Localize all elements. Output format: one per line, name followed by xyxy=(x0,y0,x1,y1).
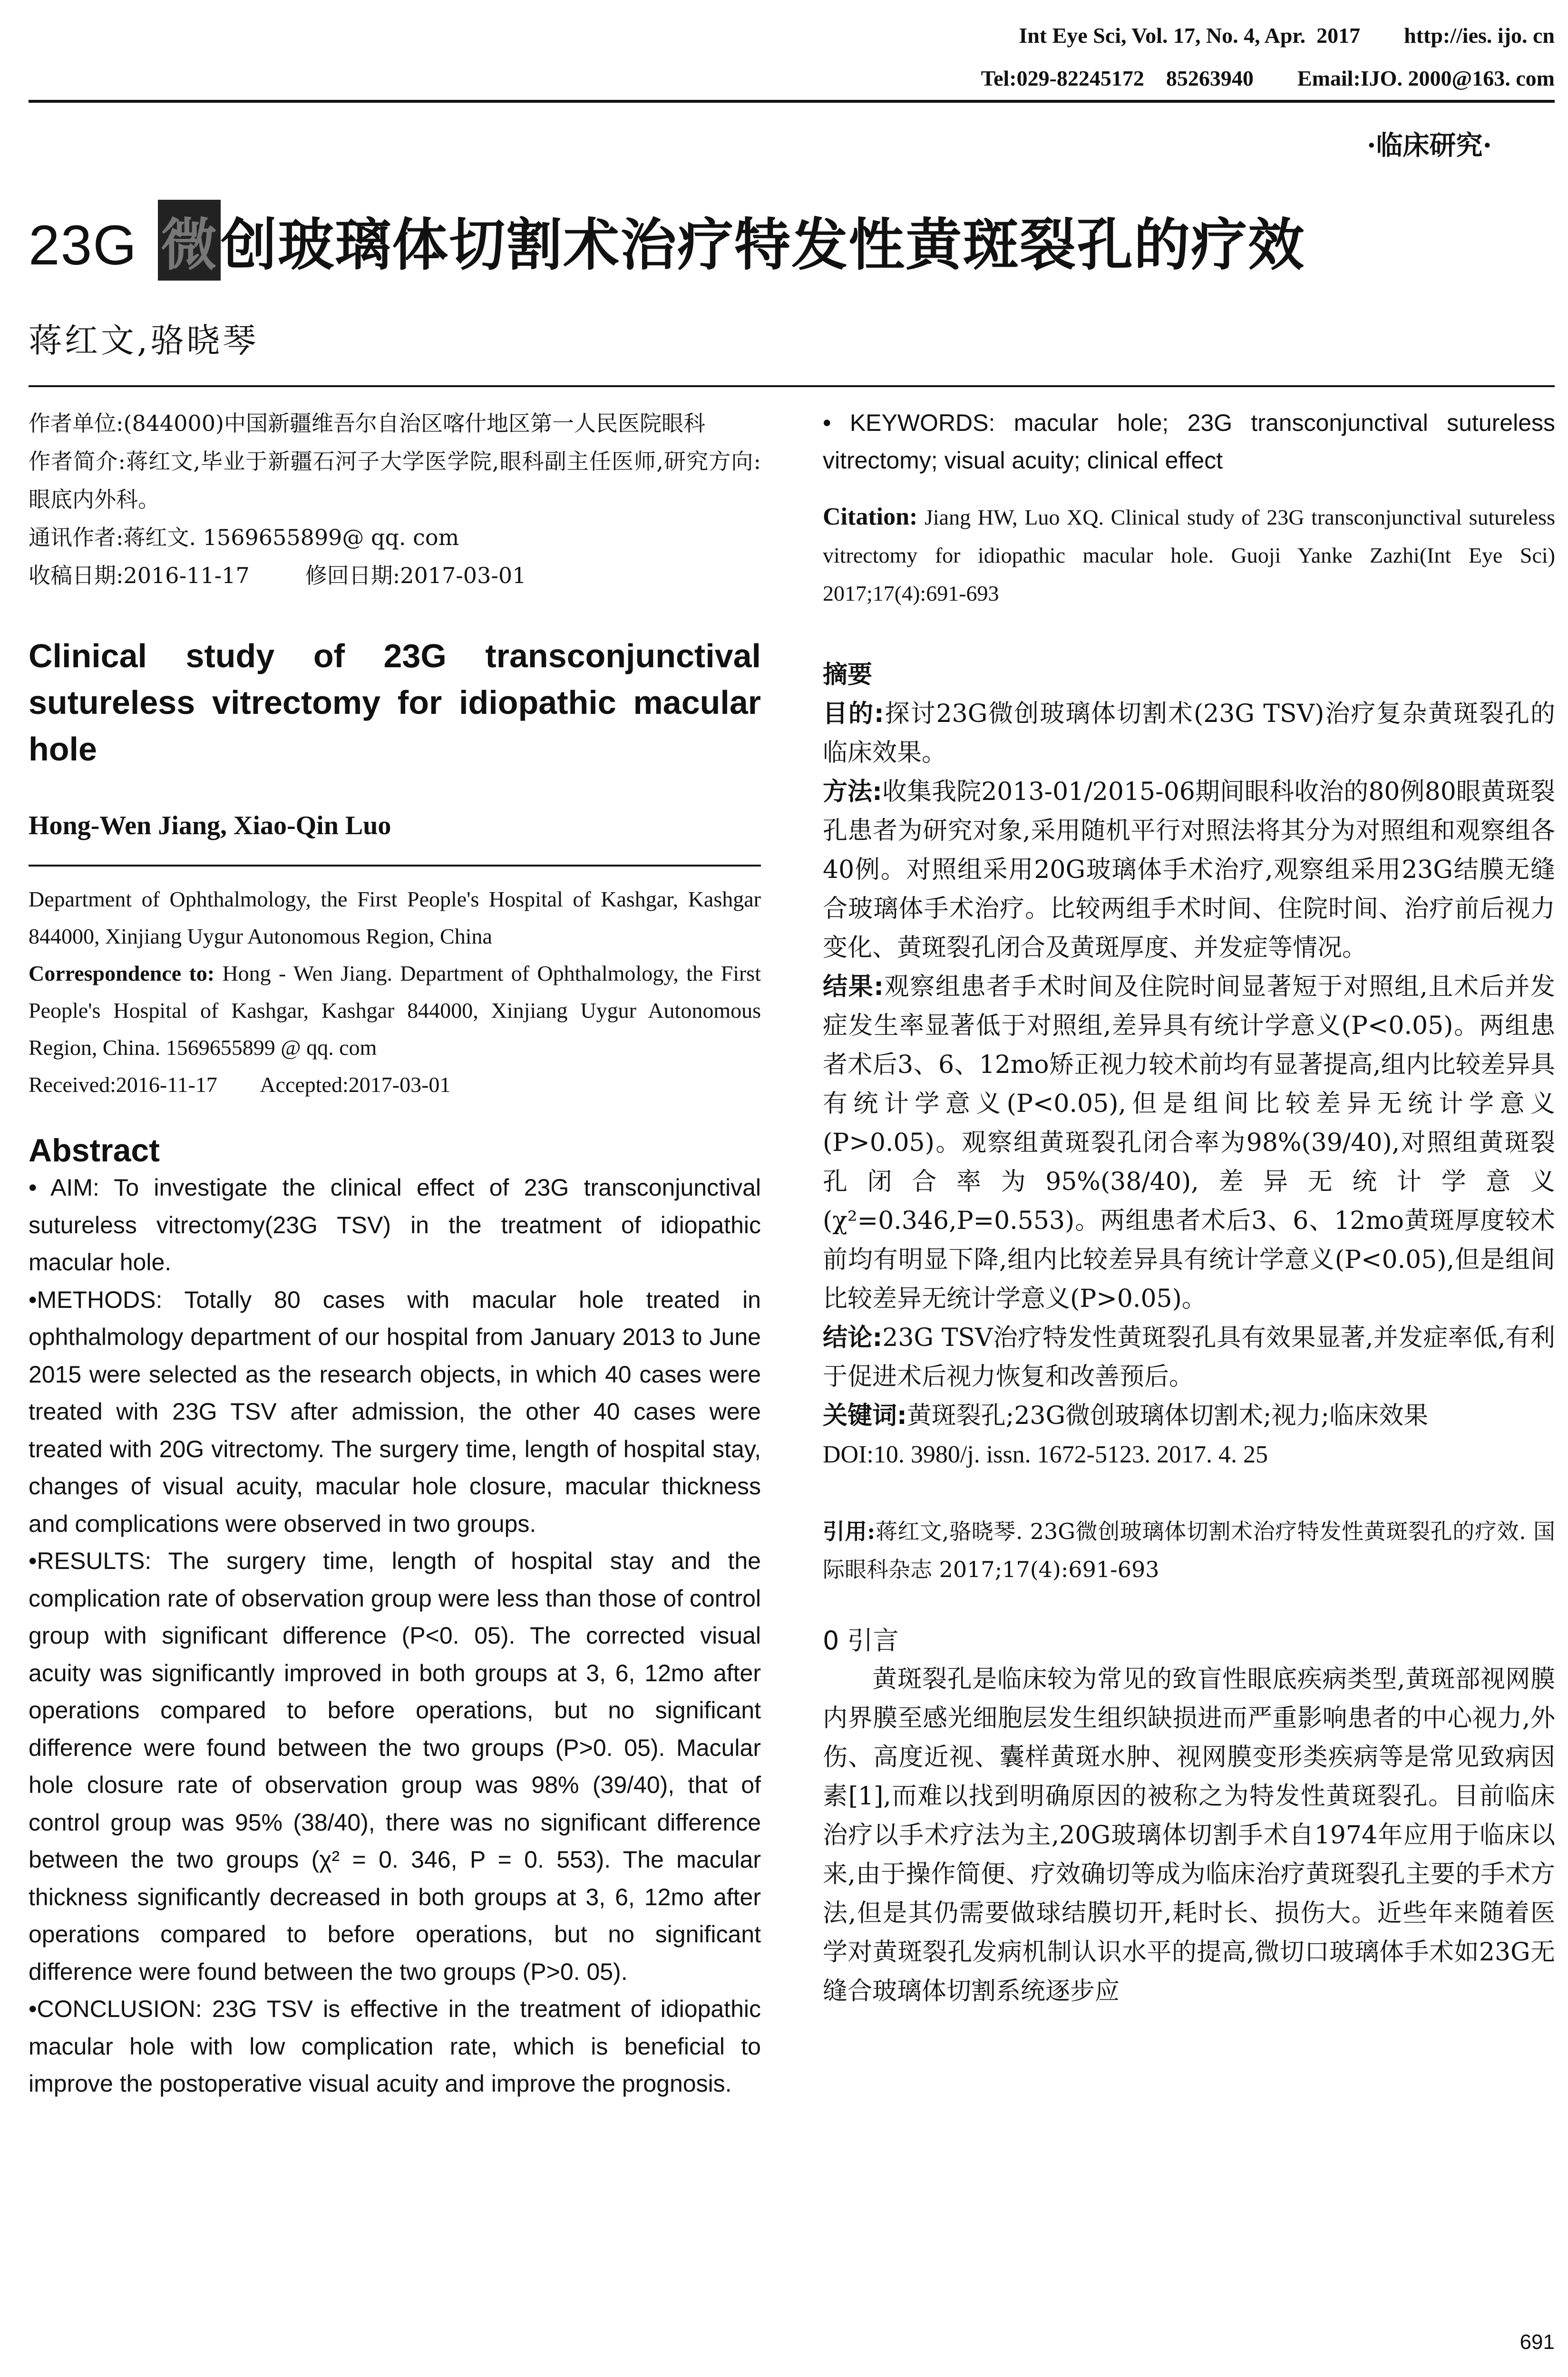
introduction-text: 黄斑裂孔是临床较为常见的致盲性眼底疾病类型,黄斑部视网膜内界膜至感光细胞层发生组织缺损进而严重影响患者的中心视力,外伤、高度近视、囊样黄斑水肿、视网膜变形类疾病等是常见致病因素[1],而难以找到明确原因的被称之为特发性黄斑裂孔。目前临床治疗以手术疗法为主,20G玻璃体切割手术自1974年应用于临床以来,由于操作简便、疗效确切等成为临床治疗黄斑裂孔主要的手术方法,但是其仍需要做球结膜切开,耗时长、损伤大。近些年来随着医学对黄斑裂孔发病机制认识水平的提高,微切口玻璃体手术如23G无缝合玻璃体切割系统逐步应 xyxy=(823,1665,1555,2006)
citation xyxy=(823,498,1555,613)
abstract-heading: Abstract xyxy=(29,1132,160,1169)
authors-divider xyxy=(29,865,761,867)
cn-abstract-aim xyxy=(823,694,1555,772)
section-tag: ·临床研究· xyxy=(1367,130,1492,161)
page-number: 691 xyxy=(1519,2330,1555,2354)
doi: DOI:10. 3980/j. issn. 1672-5123. 2017. 4. 25 xyxy=(823,1441,1268,1468)
received-dates-en: Received:2016-11-17 Accepted:2017-03-01 xyxy=(29,1072,451,1097)
cn-citation-text: 蒋红文,骆晓琴. 23G微创玻璃体切割术治疗特发性黄斑裂孔的疗效. 国际眼科杂志 2017;17(4):691-693 xyxy=(823,1519,1555,1582)
received-dates-cn: 收稿日期:2016-11-17 修回日期:2017-03-01 xyxy=(29,563,526,588)
abstract-methods: •METHODS: Totally 80 cases with macular hole treated in ophthalmology department of our hospital from January 2013 to June 2015 were selected as the research objects, in which 40 cases were treated with 23G TSV after admission, the other 40 cases were treated with 20G vitrectomy. The surgery time, length of hospital stay, changes of visual acuity, macular hole closure, macular thickness and complications were observed in two groups. xyxy=(29,1286,761,1537)
cn-text-keywords: 黄斑裂孔;23G微创玻璃体切割术;视力;临床效果 xyxy=(906,1402,1429,1430)
cn-text-methods: 收集我院2013-01/2015-06期间眼科收治的80例80眼黄斑裂孔患者为研究对象,采用随机平行对照法将其分为对照组和观察组各40例。对照组采用20G玻璃体手术治疗,观察组采用23G结膜无缝合玻璃体手术治疗。比较两组手术时间、住院时间、治疗前后视力变化、黄斑裂孔闭合及黄斑厚度、并发症等情况。 xyxy=(823,778,1556,962)
header-divider xyxy=(29,100,1555,103)
abstract-keywords: • KEYWORDS: macular hole; 23G transconjunctival sutureless vitrectomy; visual acuity; clinical effect xyxy=(823,409,1555,474)
cn-citation xyxy=(823,1512,1555,1588)
citation-label: Citation: xyxy=(823,503,918,530)
cn-label-conclusion: 结论: xyxy=(823,1324,883,1352)
cn-abstract-keywords xyxy=(823,1396,1555,1435)
authors-chinese: 蒋红文,骆晓琴 xyxy=(29,321,259,360)
author-unit: 作者单位:(844000)中国新疆维吾尔自治区喀什地区第一人民医院眼科 xyxy=(29,410,705,436)
left-column xyxy=(29,404,761,2103)
title-masked-char: 微 xyxy=(158,200,221,281)
cn-label-aim: 目的: xyxy=(823,700,884,728)
cn-citation-label: 引用: xyxy=(823,1519,876,1544)
abstract-results: •RESULTS: The surgery time, length of hospital stay and the complication rate of observation group were less than those of control group with significant difference (P<0. 05). The corrected visual acuity was significantly improved in both groups at 3, 6, 12mo after operations compared to before operations, but no significant difference were found between the two groups (P>0. 05). Macular hole closure rate of observation group was 98% (39/40), that of control group was 95% (38/40), there was no significant difference between the two groups (χ² = 0. 346, P = 0. 553). The macular thickness significantly decreased in both groups at 3, 6, 12mo after operations compared to before operations, but no significant difference were found between the two groups (P>0. 05). xyxy=(29,1548,761,1985)
journal-contact-header: Tel:029-82245172 85263940 Email:IJO. 2000@163. com xyxy=(981,66,1555,90)
cn-abstract-conclusion xyxy=(823,1318,1555,1396)
cn-label-results: 结果: xyxy=(823,973,884,1001)
cn-abstract-heading: 摘要 xyxy=(823,660,873,689)
citation-text: Jiang HW, Luo XQ. Clinical study of 23G transconjunctival sutureless vitrectomy for idiopathic macular hole. Guoji Yanke Zazhi(Int Eye Sci) 2017;17(4):691-693 xyxy=(823,505,1555,605)
title-divider xyxy=(29,385,1555,387)
affiliation: Department of Ophthalmology, the First People's Hospital of Kashgar, Kashgar 844000, Xinjiang Uygur Autonomous Region, China xyxy=(29,887,761,948)
cn-label-methods: 方法: xyxy=(823,778,882,806)
journal-citation-header: Int Eye Sci, Vol. 17, No. 4, Apr. 2017 http://ies. ijo. cn xyxy=(1019,23,1555,48)
english-authors: Hong-Wen Jiang, Xiao-Qin Luo xyxy=(29,811,391,840)
correspondence xyxy=(29,955,761,1066)
cn-text-results: 观察组患者手术时间及住院时间显著短于对照组,且术后并发症发生率显著低于对照组,差异具有统计学意义(P<0.05)。两组患者术后3、6、12mo矫正视力较术前均有显著提高,组内比较差异具有统计学意义(P<0.05),但是组间比较差异无统计学意义(P>0.05)。观察组黄斑裂孔闭合率为98%(39/40),对照组黄斑裂孔闭合率为95%(38/40),差异无统计学意义(χ²=0.346,P=0.553)。两组患者术后3、6、12mo黄斑厚度较术前均有明显下降,组内比较差异具有统计学意义(P<0.05),但是组间比较差异无统计学意义(P>0.05)。 xyxy=(823,973,1555,1313)
abstract-aim: • AIM: To investigate the clinical effect of 23G transconjunctival sutureless vitrectomy(23G TSV) in the treatment of idiopathic macular hole. xyxy=(29,1174,761,1276)
corresponding-author: 通讯作者:蒋红文. 1569655899@ qq. com xyxy=(29,525,459,550)
cn-text-aim: 探讨23G微创玻璃体切割术(23G TSV)治疗复杂黄斑裂孔的临床效果。 xyxy=(823,700,1555,767)
right-column xyxy=(823,404,1555,2011)
cn-abstract-methods xyxy=(823,772,1555,967)
title-rest: 创玻璃体切割术治疗特发性黄斑裂孔的疗效 xyxy=(221,212,1305,278)
author-bio: 作者简介:蒋红文,毕业于新疆石河子大学医学院,眼科副主任医师,研究方向:眼底内外科。 xyxy=(29,448,761,512)
title-prefix: 23G xyxy=(29,214,138,277)
cn-abstract-results xyxy=(823,967,1555,1318)
abstract-conclusion: •CONCLUSION: 23G TSV is effective in the treatment of idiopathic macular hole with low complication rate, which is beneficial to improve the postoperative visual acuity and improve the prognosis. xyxy=(29,1996,761,2097)
cn-text-conclusion: 23G TSV治疗特发性黄斑裂孔具有效果显著,并发症率低,有利于促进术后视力恢复和改善预后。 xyxy=(823,1324,1556,1391)
correspondence-text: Hong - Wen Jiang. Department of Ophthalmology, the First People's Hospital of Kashgar, Kashgar 844000, Xinjiang Uygur Autonomous Region, China. 1569655899 @ qq. com xyxy=(29,961,761,1060)
correspondence-label: Correspondence to: xyxy=(29,961,215,985)
article-title xyxy=(29,200,1305,281)
introduction-heading: 0 引言 xyxy=(823,1626,899,1656)
english-title: Clinical study of 23G transconjunctival sutureless vitrectomy for idiopathic macular hole xyxy=(29,637,761,768)
cn-label-keywords: 关键词: xyxy=(823,1402,907,1430)
